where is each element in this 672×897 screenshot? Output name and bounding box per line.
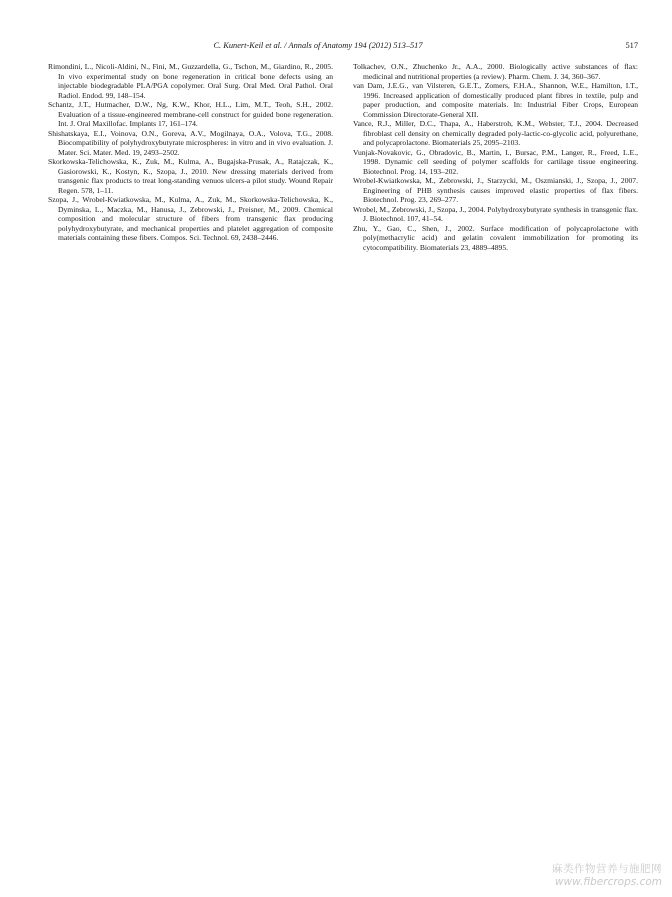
journal-citation-header: C. Kunert-Keil et al. / Annals of Anatomy 194 (2012) 513–517 <box>213 41 423 50</box>
reference-entry: Wrobel-Kwiatkowska, M., Zebrowski, J., Starzycki, M., Oszmianski, J., Szopa, J., 2007. Engineering of PHB synthesis causes improved elastic properties of flax fibers. Biotechnol. Prog. 23, 269–277. <box>353 176 638 204</box>
reference-column-left <box>48 62 333 243</box>
running-header <box>48 40 638 52</box>
reference-entry: Tolkachev, O.N., Zhuchenko Jr., A.A., 2000. Biologically active substances of flax: medicinal and nutritional properties (a review). Pharm. Chem. J. 34, 360–367. <box>353 62 638 81</box>
reference-entry: Szopa, J., Wrobel-Kwiatkowska, M., Kulma, A., Zuk, M., Skorkowska-Telichowska, K., Dyminska, L., Maczka, M., Hanusa, J., Zebrowski, J., Preisner, M., 2009. Chemical composition and molecular structure of fibers from transgenic flax producing polyhydroxybutyrate, and mechanical properties and platelet aggregation of composite materials containing these fibers. Compos. Sci. Technol. 69, 2438–2446. <box>48 195 333 242</box>
site-watermark <box>552 863 662 889</box>
reference-column-right <box>353 62 638 252</box>
reference-entry: Skorkowska-Telichowska, K., Zuk, M., Kulma, A., Bugajska-Prusak, A., Ratajczak, K., Gasiorowski, K., Kostyn, K., Szopa, J., 2010. New dressing materials derived from transgenic flax products to treat long-standing venuos ulcers-a pilot study. Wound Repair Regen. 578, 1–11. <box>48 157 333 195</box>
reference-entry: Rimondini, L., Nicoli-Aldini, N., Fini, M., Guzzardella, G., Tschon, M., Giardino, R., 2005. In vivo experimental study on bone regeneration in critical bone defects using an injectable biodegradable PLA/PGA copolymer. Oral Surg. Oral Med. Oral Pathol. Oral Radiol. Endod. 99, 148–154. <box>48 62 333 100</box>
reference-entry: Vunjak-Novakovic, G., Obradovic, B., Martin, I., Bursac, P.M., Langer, R., Freed, L.E., 1998. Dynamic cell seeding of polymer scaffolds for cartilage tissue engineering. Biotechnol. Prog. 14, 193–202. <box>353 147 638 176</box>
watermark-chinese-text: 麻类作物营养与施肥网 <box>552 863 662 875</box>
reference-entry: van Dam, J.E.G., van Vilsteren, G.E.T., Zomers, F.H.A., Shannon, W.E., Hamilton, I.T., 1996. Increased application of domestically produced plant fibres in textile, pulp and paper production, and composite materials. In: Industrial Fiber Crops, European Commission Directorate-General XII. <box>353 81 638 119</box>
reference-entry: Vance, R.J., Miller, D.C., Thapa, A., Haberstroh, K.M., Webster, T.J., 2004. Decreased fibroblast cell density on chemically degraded poly-lactic-co-glycolic acid, polyurethane, and polycaprolactone. Biomaterials 25, 2095–2103. <box>353 119 638 147</box>
watermark-url: www.fibercrops.com <box>554 876 662 888</box>
page-number: 517 <box>625 41 638 50</box>
reference-entry: Wrobel, M., Zebrowski, J., Szopa, J., 2004. Polyhydroxybutyrate synthesis in transgenic flax. J. Biotechnol. 107, 41–54. <box>353 204 638 223</box>
reference-entry: Zhu, Y., Gao, C., Shen, J., 2002. Surface modification of polycaprolactone with poly(methacrylic acid) and gelatin covalent immobilization for promoting its cytocompatibility. Biomaterials 23, 4889–4895. <box>353 223 638 252</box>
reference-entry: Schantz, J.T., Hutmacher, D.W., Ng, K.W., Khor, H.L., Lim, M.T., Teoh, S.H., 2002. Evaluation of a tissue-engineered membrane-cell construct for guided bone regeneration. Int. J. Oral Maxillofac. Implants 17, 161–174. <box>48 100 333 128</box>
reference-entry: Shishatskaya, E.I., Voinova, O.N., Goreva, A.V., Mogilnaya, O.A., Volova, T.G., 2008. Biocompatibility of polyhydroxybutyrate microspheres: in vitro and in vivo evaluation. J. Mater. Sci. Mater. Med. 19, 2493–2502. <box>48 128 333 157</box>
